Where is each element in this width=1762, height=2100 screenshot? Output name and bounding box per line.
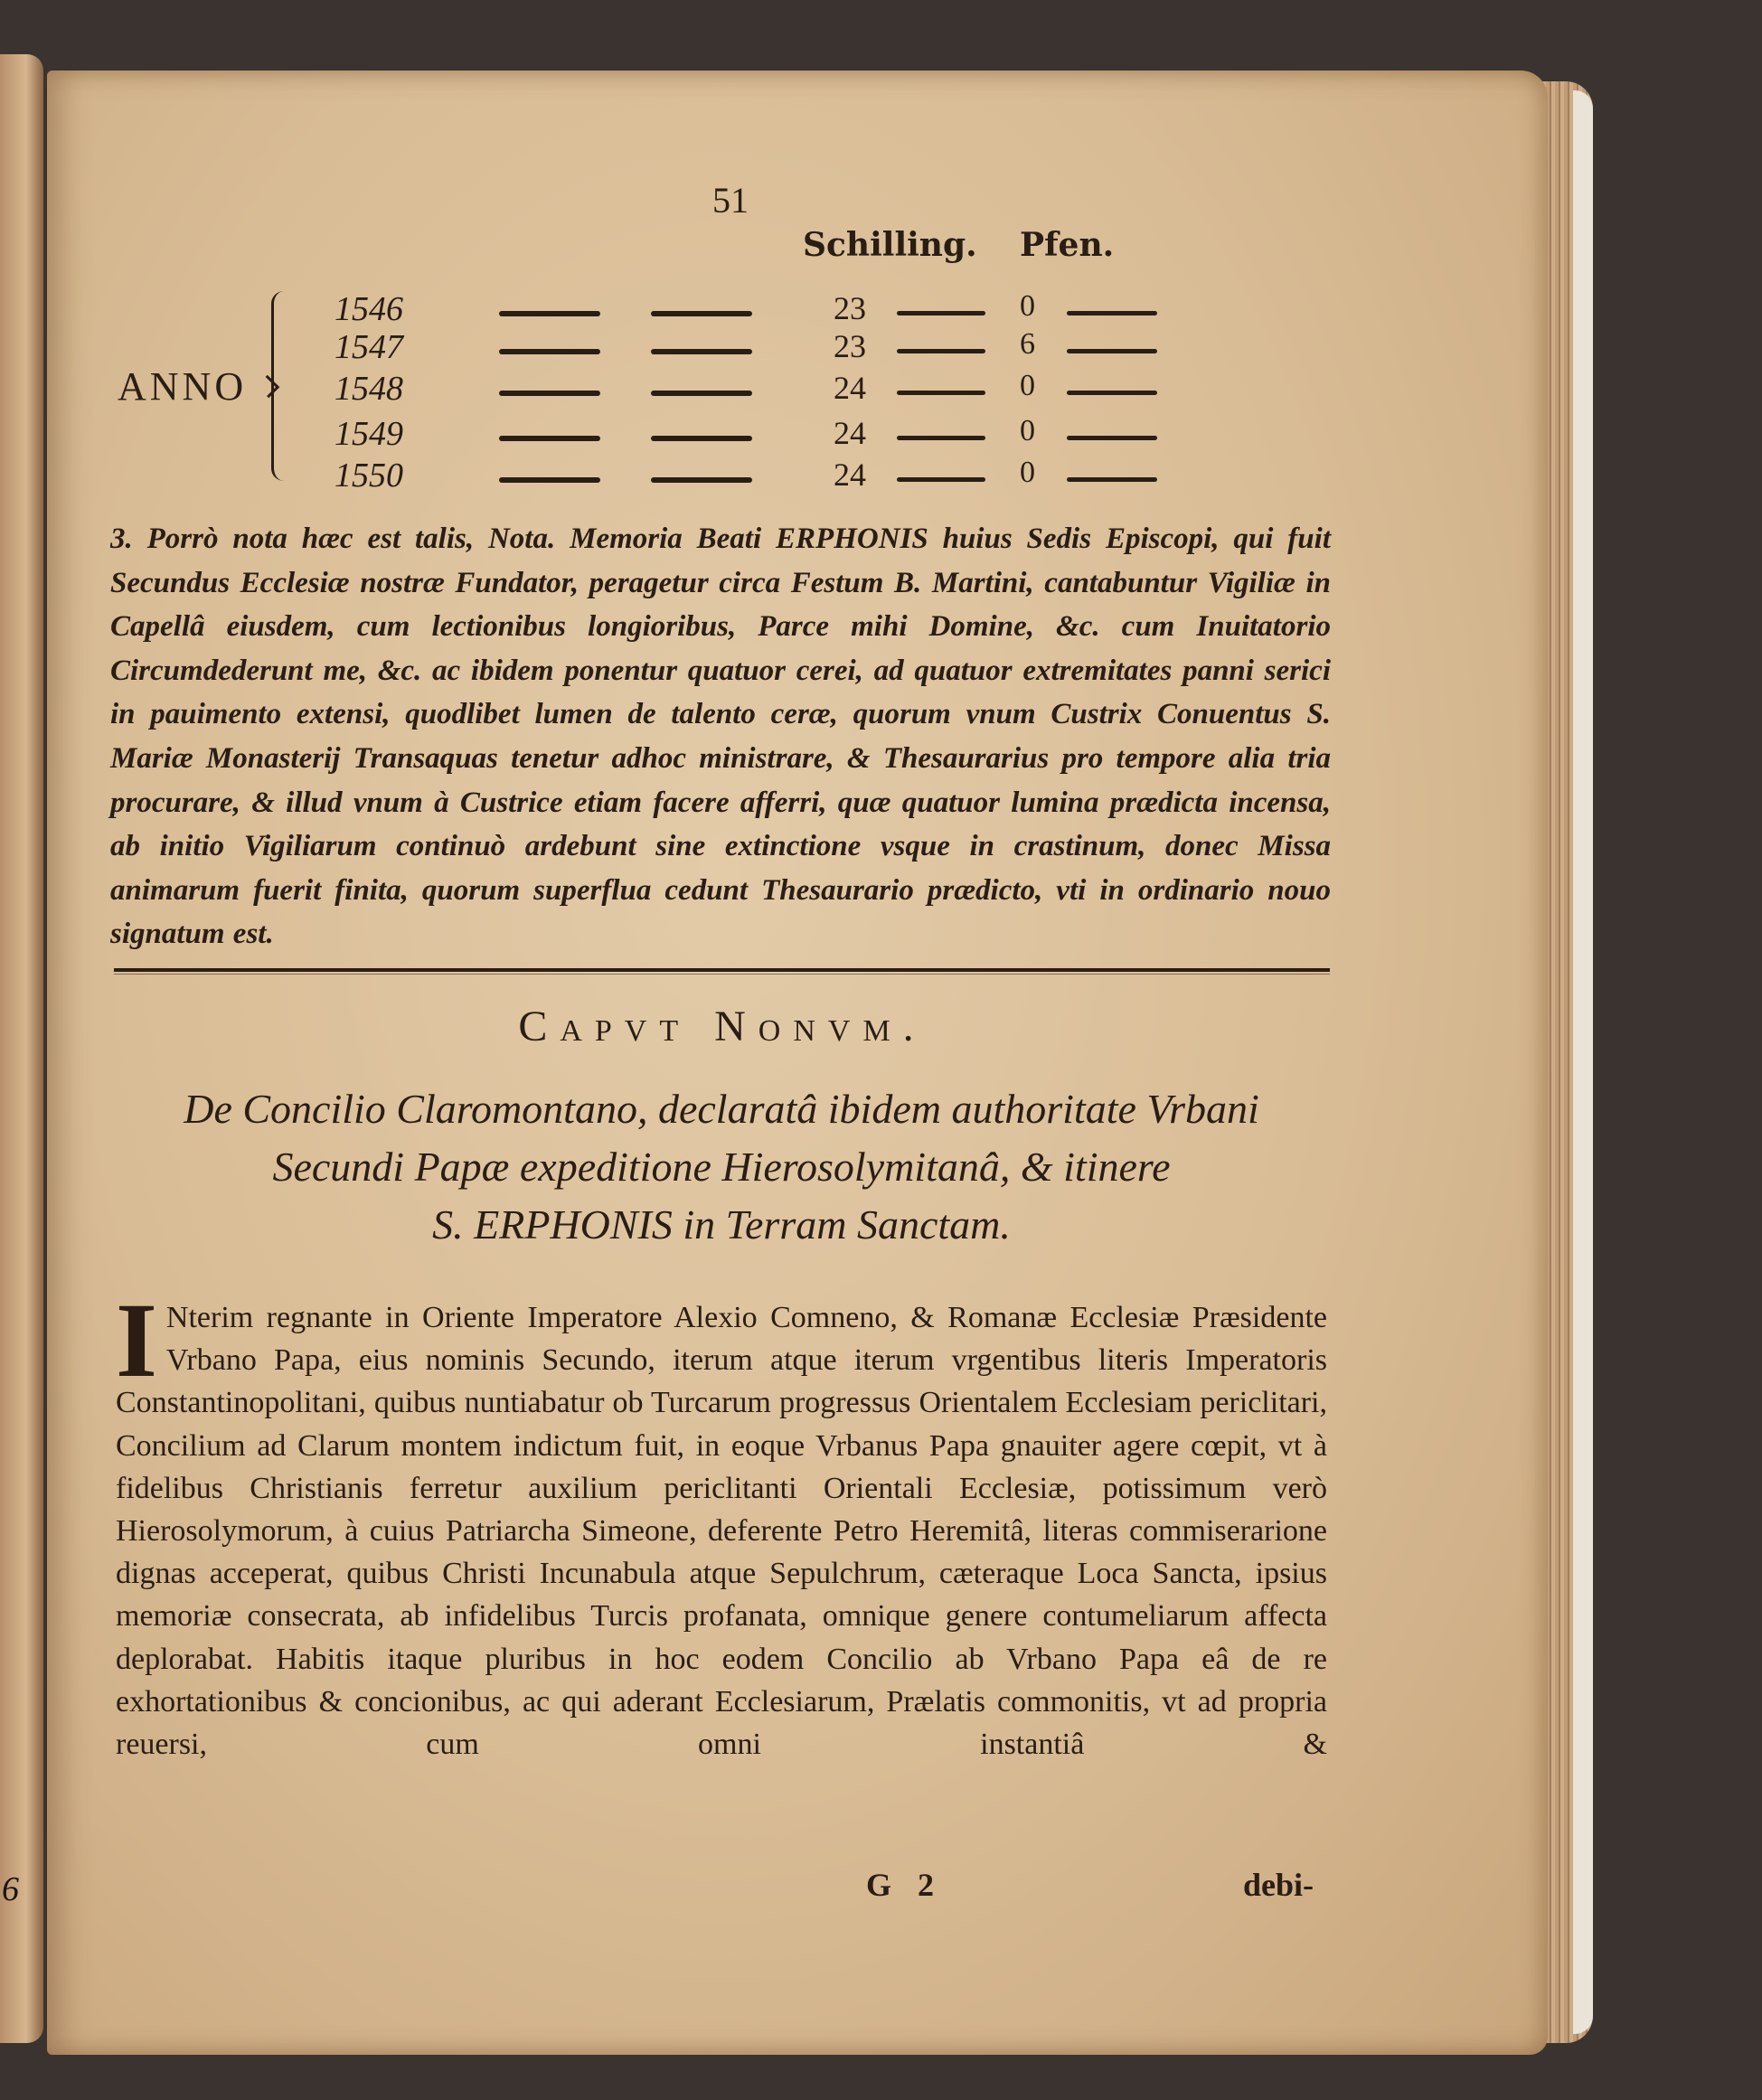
dash-rule [897, 311, 985, 315]
row-schilling: 24 [834, 415, 866, 451]
subtitle-line: Secundi Papæ expeditione Hierosolymitanâ, & itinere [272, 1144, 1171, 1190]
section-divider [114, 968, 1330, 972]
dash-rule [897, 349, 985, 353]
dash-rule [651, 349, 752, 354]
dash-rule [1067, 311, 1157, 315]
dash-rule [651, 436, 752, 441]
body-paragraph: INterim regnante in Oriente Imperatore Alexio Comneno, & Romanæ Ecclesiæ Præsidente Vrbano Papa, eius nominis Secundo, iterum atque iterum vrgentibus literis Imperatoris Constantinopolitani, quibus nuntiabatur ob Turcarum progressus Orientalem Ecclesiam periclitari, Concilium ad Clarum montem indictum fuit, in eoque Vrbanus Papa gnauiter agere cœpit, vt à fidelibus Christianis ferretur auxilium periclitanti Orientali Ecclesiæ, potissimum verò Hierosolymorum, à cuius Patriarcha Simeone, deferente Petro Heremitâ, literas commiserarione dignas acceperat, quibus Christi Incunabula atque Sepulchrum, cæteraque Loca Sancta, ipsius memoriæ consecrata, ab infidelibus Turcis profanata, omnique genere contumeliarum affecta deplorabat. Habitis itaque pluribus in hoc eodem Concilio ab Vrbano Papa eâ de re exhortationibus & concionibus, ac qui aderant Ecclesiarum, Prælatis commonitis, vt ad propria reuersi, cum omni instantiâ & [116, 1281, 1327, 1762]
dash-rule [1067, 391, 1157, 395]
dash-rule [897, 391, 985, 395]
page-edge-highlight [1573, 90, 1593, 2034]
row-pfen: 0 [1020, 289, 1035, 323]
row-year: 1549 [334, 415, 403, 453]
row-year: 1547 [334, 328, 403, 366]
section-divider-thin [114, 974, 1330, 975]
row-pfen: 0 [1020, 369, 1035, 402]
dash-rule [1067, 349, 1157, 353]
row-schilling: 23 [834, 290, 866, 326]
page-number: 51 [712, 180, 749, 221]
subtitle-line: De Concilio Claromontano, declaratâ ibidem authoritate Vrbani [184, 1086, 1259, 1132]
row-schilling: 23 [834, 328, 866, 364]
row-schilling: 24 [834, 370, 866, 406]
row-pfen: 0 [1020, 456, 1035, 489]
row-year: 1546 [334, 290, 403, 328]
dash-rule [897, 436, 985, 440]
dash-rule [1067, 436, 1157, 440]
dash-rule [499, 311, 600, 316]
dash-rule [499, 477, 600, 483]
dash-rule [897, 477, 985, 482]
header-schilling: Schilling. [803, 226, 977, 264]
row-pfen: 6 [1020, 327, 1035, 361]
row-year: 1548 [334, 370, 403, 408]
left-page-number: 6 [2, 1870, 19, 1908]
dash-rule [651, 391, 752, 396]
header-pfen: Pfen. [1020, 226, 1115, 264]
dash-rule [499, 391, 600, 396]
row-schilling: 24 [834, 457, 866, 493]
dash-rule [651, 311, 752, 316]
chapter-heading: Capvt Nonvm. [518, 1003, 927, 1050]
signature-mark: G 2 [866, 1867, 944, 1903]
catchword: debi- [1243, 1867, 1314, 1903]
anno-label: ANNO [118, 364, 248, 409]
dash-rule [1067, 477, 1157, 482]
dash-rule [499, 436, 600, 441]
dash-rule [651, 477, 752, 483]
row-pfen: 0 [1020, 414, 1035, 447]
dash-rule [499, 349, 600, 354]
nota-paragraph: 3. Porrò nota hæc est talis, Nota. Memoria Beati ERPHONIS huius Sedis Episcopi, qui fuit Secundus Ecclesiæ nostræ Fundator, peragetur circa Festum B. Martini, cantabuntur Vigiliæ in Capellâ eiusdem, cum lectionibus longioribus, Parce mihi Domine, &c. cum Inuitatorio Circumdederunt me, &c. ac ibidem ponentur quatuor cerei, ad quatuor extremitates panni serici in pauimento extensi, quodlibet lumen de talento ceræ, quorum vnum Custrix Conuentus S. Mariæ Monasterij Transaquas tenetur adhoc ministrare, & Thesaurarius pro tempore alia tria procurare, & illud vnum à Custrice etiam facere afferri, quæ quatuor lumina prædicta incensa, ab initio Vigiliarum continuò ardebunt sine extinctione vsque in crastinum, donec Missa animarum fuerit finita, quorum superflua cedunt Thesaurario prædicto, vti in ordinario nouo signatum est. [110, 523, 1331, 951]
row-year: 1550 [334, 457, 403, 494]
subtitle-line: S. ERPHONIS in Terram Sanctam. [432, 1201, 1011, 1248]
chapter-subtitle [107, 1080, 1336, 1254]
